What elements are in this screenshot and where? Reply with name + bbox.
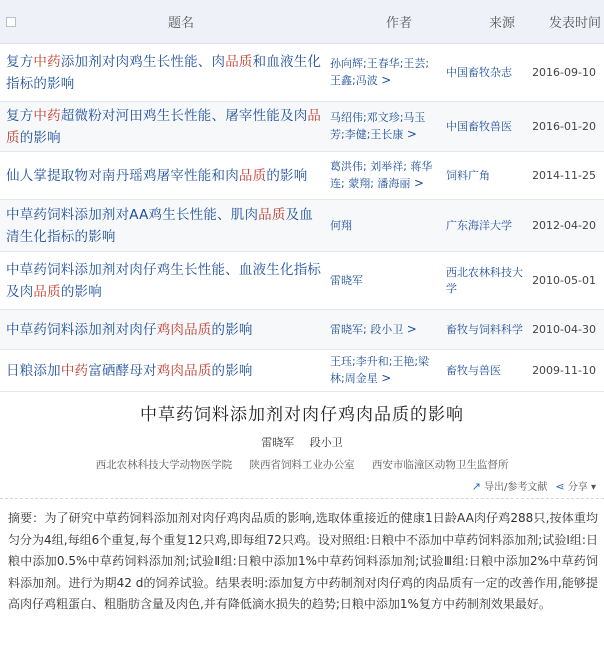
author-names: 雷晓军; 段小卫 <box>330 323 404 336</box>
paper-title-link[interactable] <box>0 105 330 149</box>
title-text: 的影响 <box>211 321 253 338</box>
highlighted-keyword: 品质 <box>258 206 286 223</box>
table-row <box>0 350 604 392</box>
author-names: 王珏;李升和;王艳;梁林;周金星 <box>330 355 430 385</box>
header-author[interactable]: 作者 <box>385 16 412 31</box>
paper-title-link[interactable] <box>0 319 330 341</box>
article-abstract: 摘要：为了研究中草药饲料添加剂对肉仔鸡肉品质的影响,选取体重接近的健康1日龄AA肉仔鸡288只,按体重均匀分为4组,每组6个重复,每个重复12只鸡,即每组72只鸡。设对照组:日粮中不添加中草药饲料添加剂;试验Ⅰ组:日粮中添加0.5%中草药饲料添加剂;试验Ⅱ组:日粮中添加1%中草药饲料添加剂;试验Ⅲ组:日粮中添加2%中草药饲料添加剂。进行为期42 d的饲养试验。结果表明:添加复方中药制剂对肉仔鸡的肉品质有一定的改善作用,能够提高肉仔鸡粗蛋白、粗脂肪含量及肉色,并有降低滴水损失的趋势;日粮中添加1%复方中药制剂效果最好。 <box>8 511 598 611</box>
header-title[interactable]: 题名 <box>167 16 194 31</box>
title-text: 富硒酵母对 <box>88 362 157 379</box>
article-organizations <box>0 457 604 472</box>
paper-source-link[interactable]: 中国畜牧兽医 <box>446 119 512 133</box>
title-text: 及血清生化指标的影响 <box>6 206 313 245</box>
header-date[interactable]: 发表时间 <box>548 16 601 31</box>
chevron-right-icon[interactable]: > <box>381 371 392 385</box>
paper-date: 2014-11-25 <box>532 169 596 182</box>
highlighted-keyword: 品质 <box>6 107 322 146</box>
paper-source-link[interactable]: 饲料广角 <box>446 168 490 182</box>
paper-date: 2010-04-30 <box>532 323 596 336</box>
title-text: 的影响 <box>19 129 61 146</box>
table-row <box>0 102 604 152</box>
highlighted-keyword: 品质 <box>238 167 267 184</box>
author-names: 马绍伟;邓文珍;马玉芳;李健;王长康 <box>330 111 426 141</box>
select-all-checkbox[interactable] <box>0 0 22 44</box>
paper-source-link[interactable]: 畜牧与兽医 <box>446 363 501 377</box>
share-button[interactable] <box>555 478 596 493</box>
table-row <box>0 310 604 350</box>
paper-date: 2016-09-10 <box>532 66 596 79</box>
paper-title-link[interactable] <box>0 360 330 382</box>
export-icon: ↗ <box>471 480 481 493</box>
title-text: 的影响 <box>60 283 102 300</box>
paper-title-link[interactable] <box>0 259 330 303</box>
highlighted-keyword: 鸡肉品质 <box>156 321 212 338</box>
paper-authors[interactable] <box>330 354 440 387</box>
paper-source-link[interactable]: 广东海洋大学 <box>446 218 512 232</box>
author-names: 葛洪伟; 刘举祥; 蒋华连; 蒙翔; 潘海丽 <box>330 160 433 190</box>
paper-source-link[interactable]: 畜牧与饲料科学 <box>446 322 523 336</box>
title-text: 中草药饲料添加剂对肉仔 <box>6 321 157 338</box>
divider <box>0 498 604 499</box>
title-text: 添加剂对肉鸡生长性能、肉 <box>60 53 226 70</box>
paper-title-link[interactable] <box>0 165 330 187</box>
paper-authors[interactable] <box>330 321 440 338</box>
author-names: 何翔 <box>330 218 352 232</box>
paper-authors[interactable] <box>330 56 440 89</box>
chevron-right-icon[interactable]: > <box>406 127 417 141</box>
title-text: 复方 <box>6 107 34 124</box>
highlighted-keyword: 中药 <box>60 362 89 379</box>
title-text: 仙人掌提取物对南丹瑶鸡屠宰性能和肉 <box>6 167 239 184</box>
article-title: 中草药饲料添加剂对肉仔鸡肉品质的影响 <box>140 405 464 425</box>
highlighted-keyword: 品质 <box>225 53 253 70</box>
chevron-right-icon[interactable]: > <box>413 176 424 190</box>
title-text: 的影响 <box>266 167 308 184</box>
header-source[interactable]: 来源 <box>488 16 515 31</box>
paper-title-link[interactable] <box>0 204 330 248</box>
title-text: 的影响 <box>211 362 253 379</box>
author-names: 孙向辉;王春华;王芸;王鑫;冯波 <box>330 57 430 87</box>
highlighted-keyword: 中药 <box>33 53 61 70</box>
article-author-link[interactable]: 段小卫 <box>309 436 343 449</box>
share-icon: ⋖ <box>555 480 565 493</box>
export-button[interactable] <box>472 478 548 493</box>
chevron-down-icon: ▾ <box>590 482 596 493</box>
paper-date: 2009-11-10 <box>532 364 596 377</box>
table-row <box>0 252 604 310</box>
chevron-right-icon[interactable]: > <box>381 73 392 87</box>
title-text: 超微粉对河田鸡生长性能、屠宰性能及肉 <box>60 107 308 124</box>
paper-authors[interactable] <box>330 218 440 234</box>
paper-authors[interactable] <box>330 159 440 192</box>
export-label: 导出/参考文献 <box>484 482 548 493</box>
article-org-link[interactable]: 陕西省饲料工业办公室 <box>249 459 355 471</box>
paper-source-link[interactable]: 西北农林科技大学 <box>446 265 523 295</box>
paper-authors[interactable] <box>330 273 440 289</box>
table-row <box>0 200 604 252</box>
article-org-link[interactable]: 西北农林科技大学动物医学院 <box>95 459 233 471</box>
article-authors <box>0 434 604 450</box>
table-header <box>0 0 604 44</box>
article-detail <box>0 388 604 645</box>
highlighted-keyword: 鸡肉品质 <box>156 362 212 379</box>
paper-title-link[interactable] <box>0 51 330 95</box>
title-text: 复方 <box>6 53 34 70</box>
article-tools <box>472 478 596 493</box>
title-text: 中草药饲料添加剂对AA鸡生长性能、肌肉 <box>6 206 259 223</box>
table-row <box>0 44 604 102</box>
paper-date: 2012-04-20 <box>532 219 596 232</box>
share-label: 分享 <box>567 482 588 493</box>
title-text: 中草药饲料添加剂对肉仔鸡生长性能、血液生化指标及肉 <box>6 261 322 300</box>
article-org-link[interactable]: 西安市临潼区动物卫生监督所 <box>371 459 509 471</box>
table-row <box>0 152 604 200</box>
highlighted-keyword: 品质 <box>33 283 61 300</box>
highlighted-keyword: 中药 <box>33 107 61 124</box>
article-author-link[interactable]: 雷晓军 <box>261 436 295 449</box>
title-text: 和血液生化指标的影响 <box>6 53 322 92</box>
table-body <box>0 44 604 392</box>
title-text: 日粮添加 <box>6 362 61 379</box>
paper-date: 2010-05-01 <box>532 274 596 287</box>
chevron-right-icon[interactable]: > <box>406 322 417 336</box>
paper-source-link[interactable]: 中国畜牧杂志 <box>446 65 512 79</box>
author-names: 雷晓军 <box>330 273 363 287</box>
paper-date: 2016-01-20 <box>532 120 596 133</box>
paper-authors[interactable] <box>330 110 440 143</box>
